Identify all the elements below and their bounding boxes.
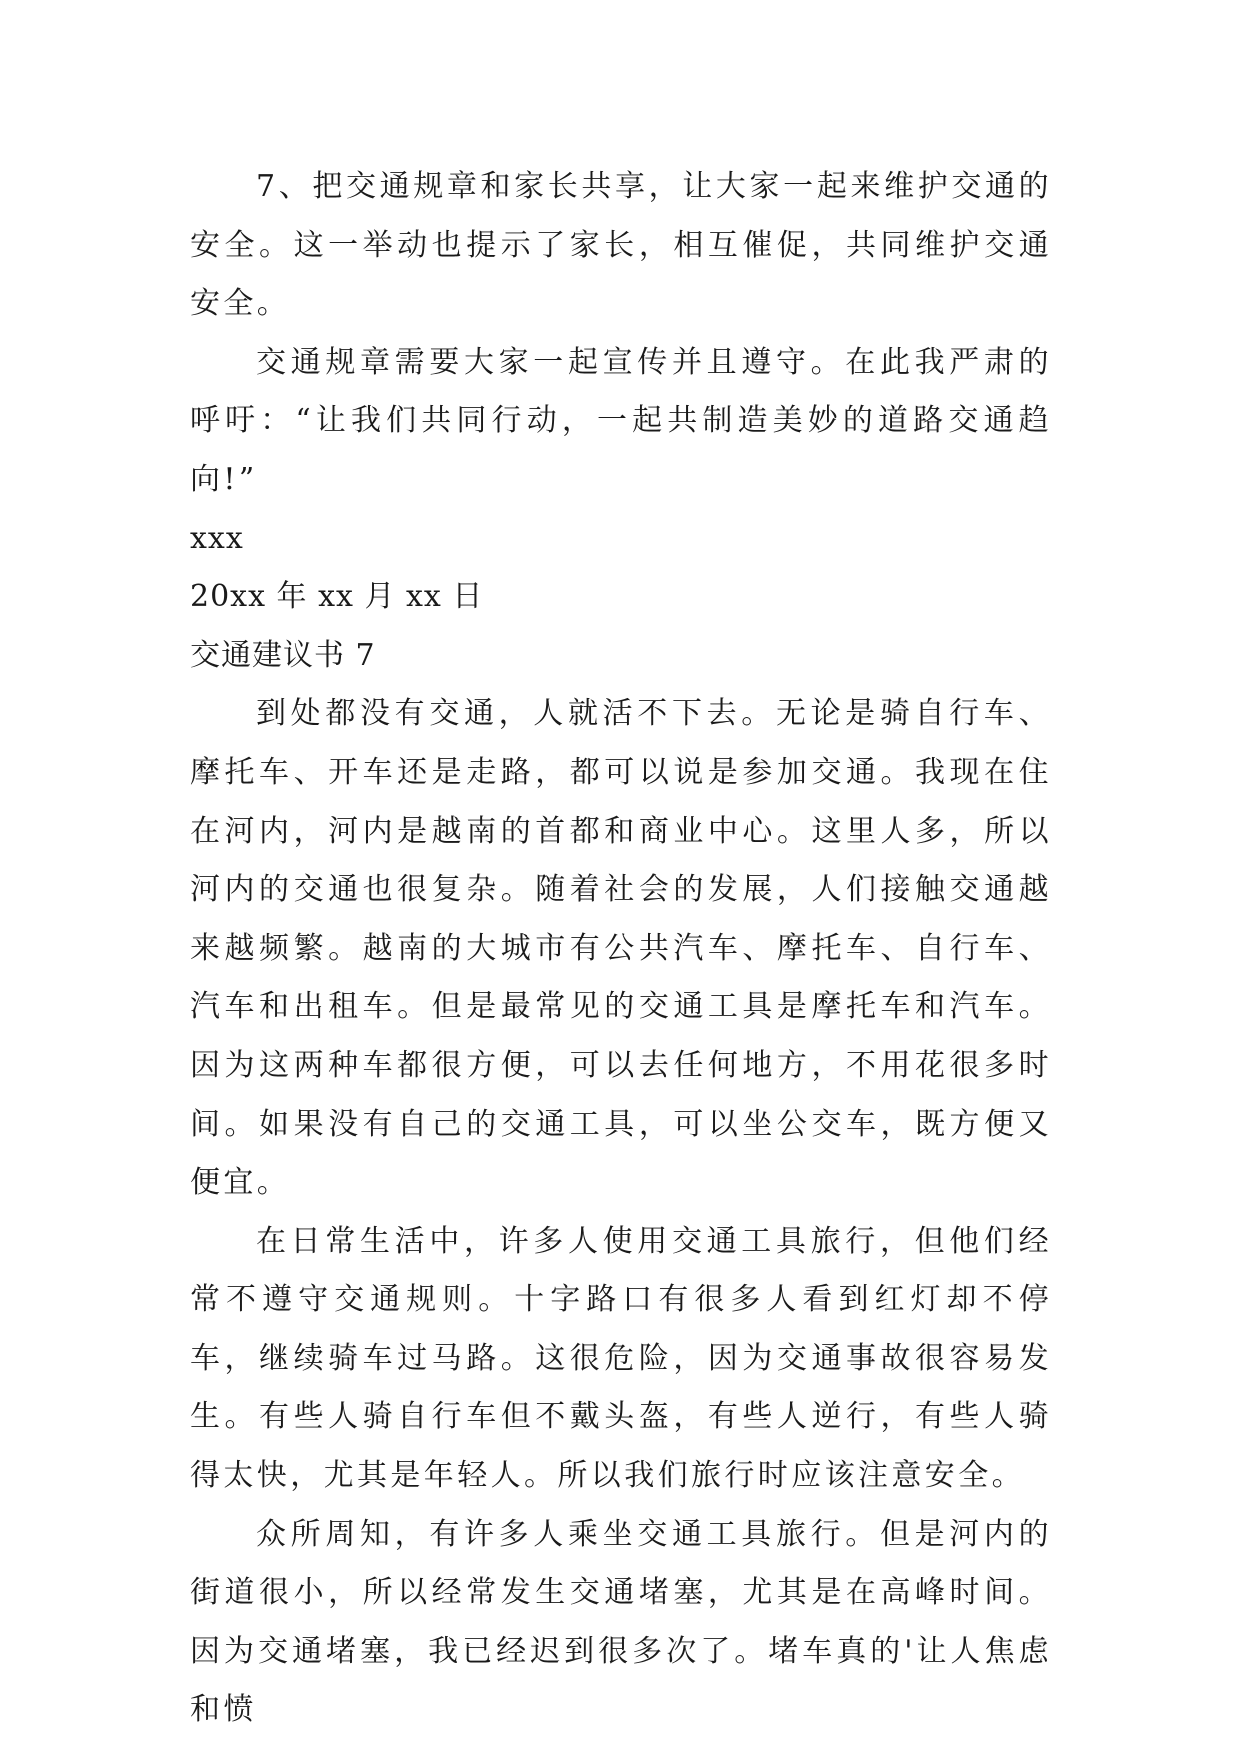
paragraph-item-7: 7、把交通规章和家长共享，让大家一起来维护交通的安全。这一举动也提示了家长，相互催促，共同维护交通安全。: [190, 169, 1052, 322]
signature-line: xxx: [190, 520, 244, 556]
paragraph-appeal: 交通规章需要大家一起宣传并且遵守。在此我严肃的呼吁：“让我们共同行动，一起共制造美妙的道路交通趋向!”: [190, 344, 1052, 497]
paragraph-body-1: 到处都没有交通，人就活不下去。无论是骑自行车、摩托车、开车还是走路，都可以说是参加交通。我现在住在河内，河内是越南的首都和商业中心。这里人多，所以河内的交通也很复杂。随着社会的发展，人们接触交通越来越频繁。越南的大城市有公共汽车、摩托车、自行车、汽车和出租车。但是最常见的交通工具是摩托车和汽车。因为这两种车都很方便，可以去任何地方，不用花很多时间。如果没有自己的交通工具，可以坐公交车，既方便又便宜。: [190, 696, 1052, 1201]
paragraph-body-2: 在日常生活中，许多人使用交通工具旅行，但他们经常不遵守交通规则。十字路口有很多人看到红灯却不停车，继续骑车过马路。这很危险，因为交通事故很容易发生。有些人骑自行车但不戴头盔，有些人逆行，有些人骑得太快，尤其是年轻人。所以我们旅行时应该注意安全。: [190, 1223, 1052, 1494]
date-line: 20xx 年 xx 月 xx 日: [190, 579, 484, 615]
section-heading: 交通建议书 7: [190, 637, 376, 673]
document-body: [190, 158, 1052, 1740]
paragraph-body-3: 众所周知，有许多人乘坐交通工具旅行。但是河内的街道很小，所以经常发生交通堵塞，尤其是在高峰时间。因为交通堵塞，我已经迟到很多次了。堵车真的'让人焦虑和愤: [190, 1516, 1052, 1728]
